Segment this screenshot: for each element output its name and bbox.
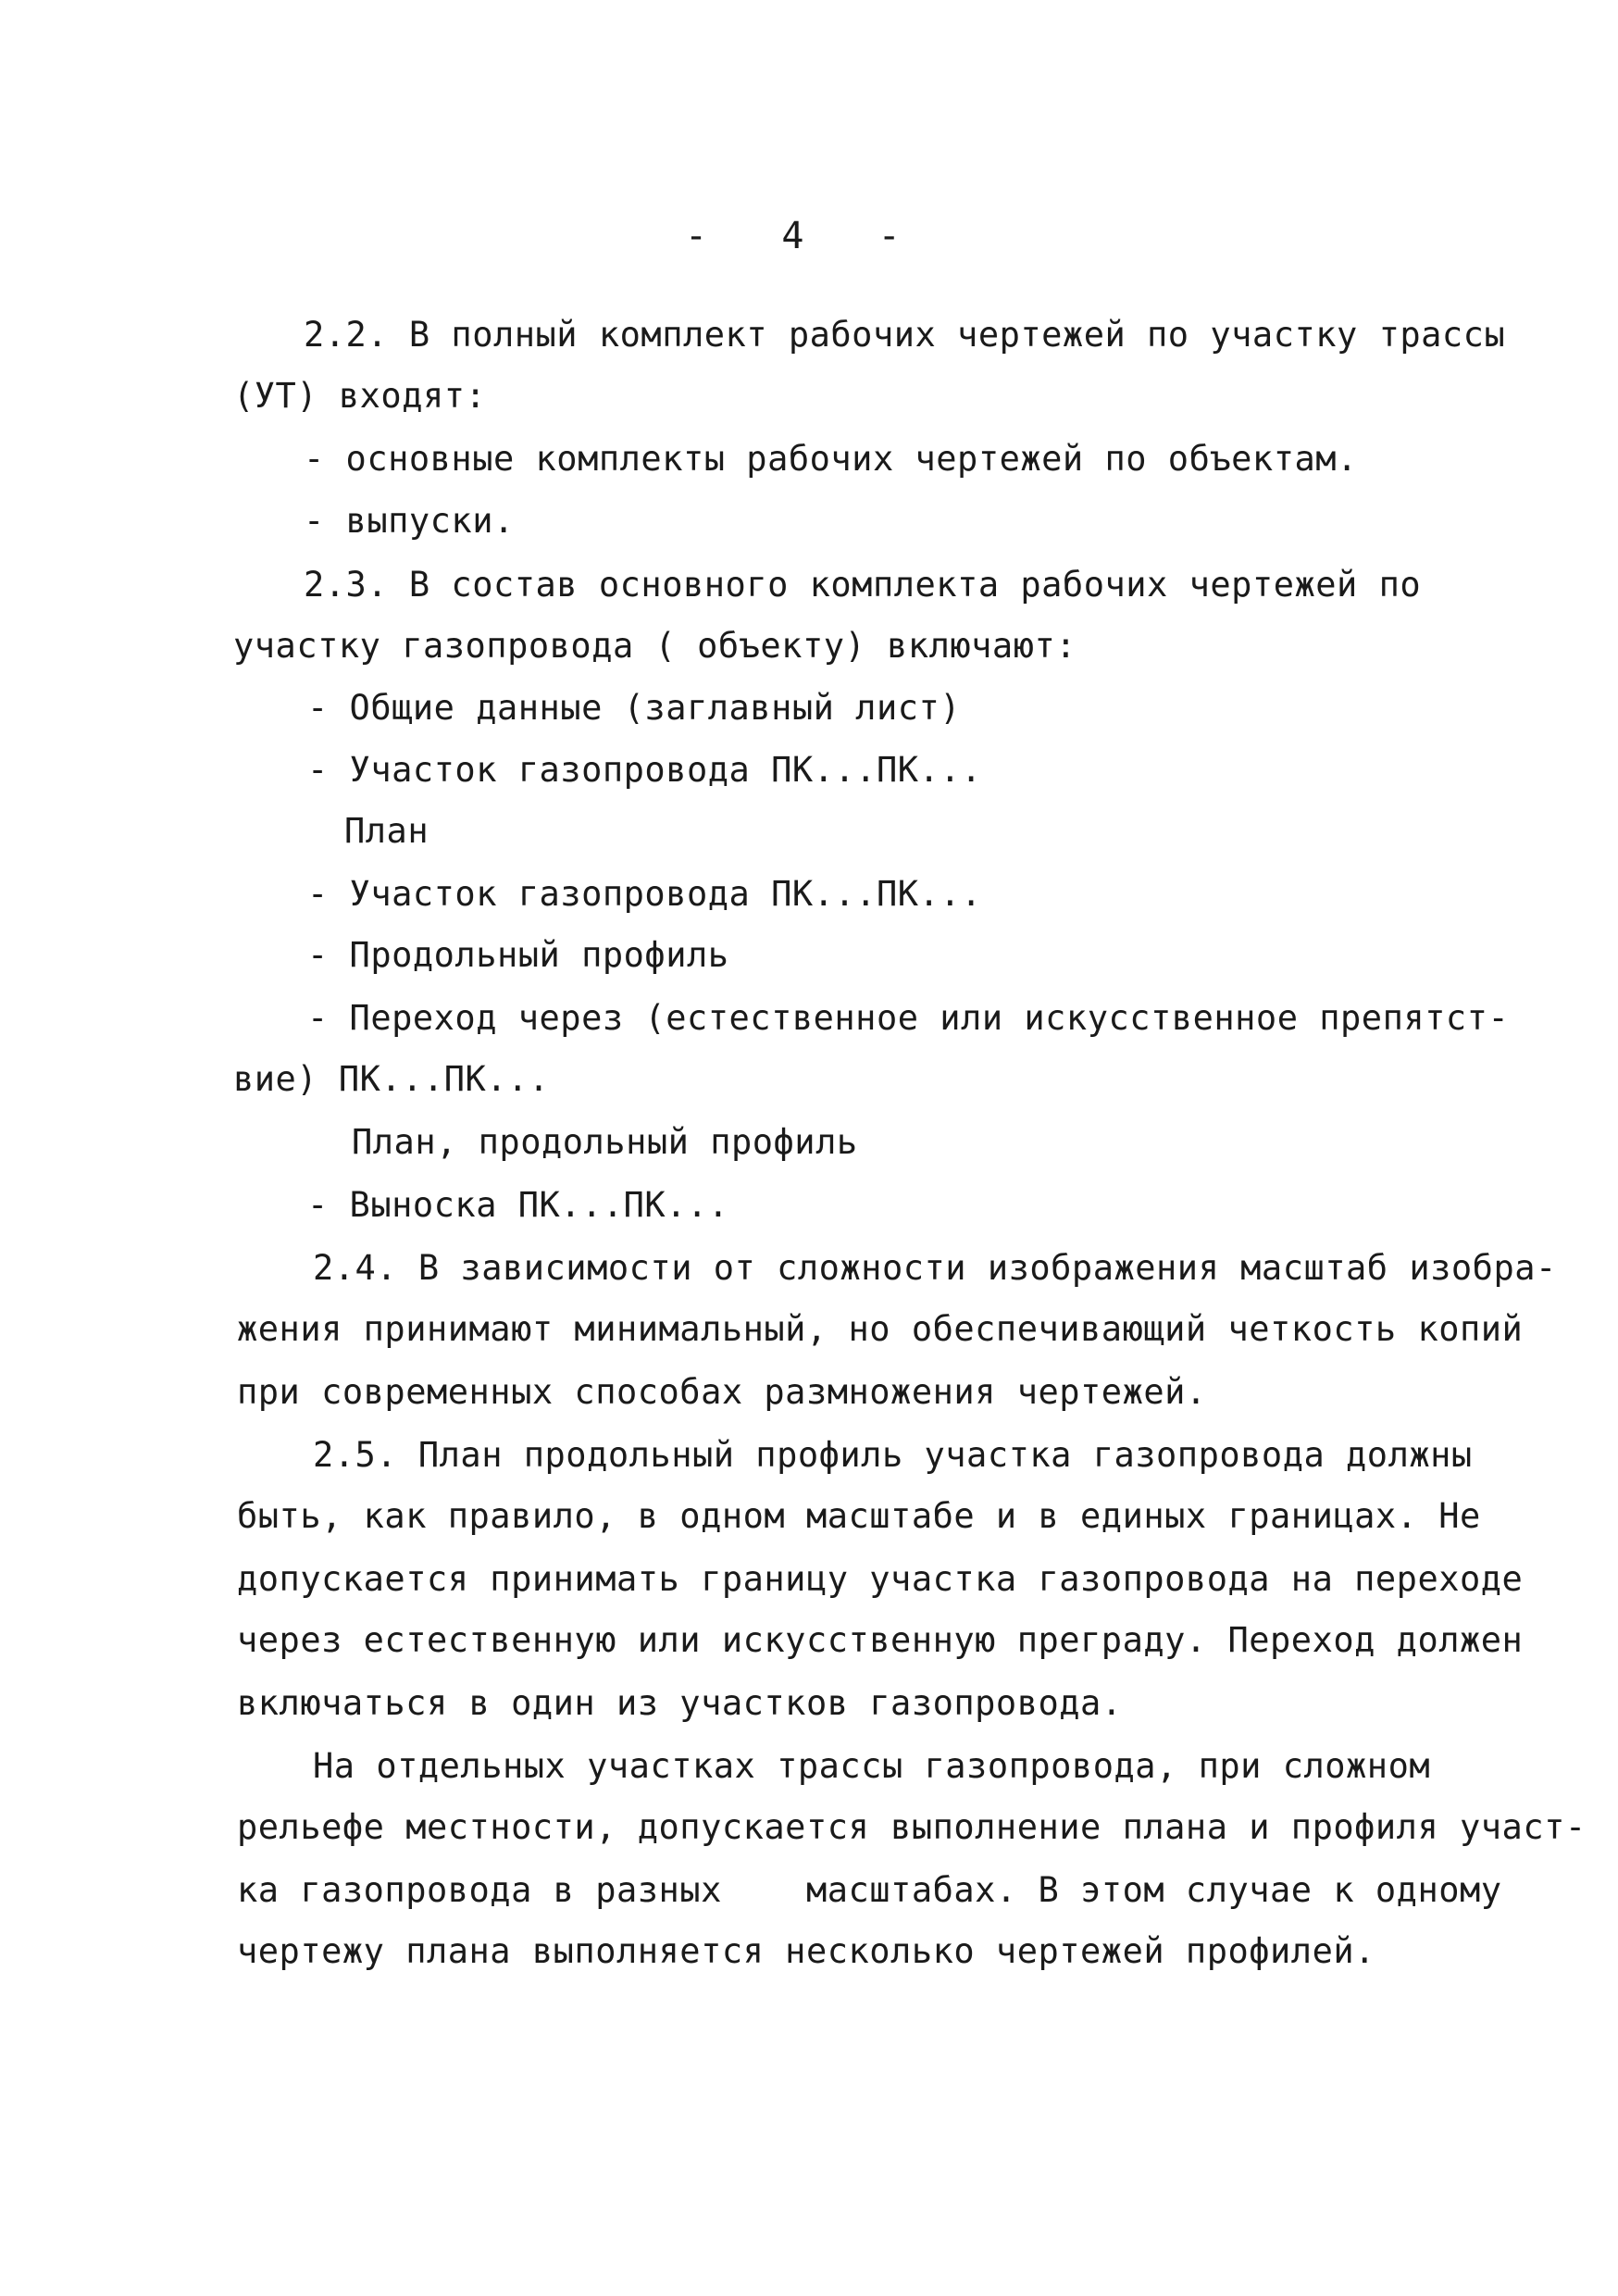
section-2-3-line-1: 2.3. В состав основного комплекта рабочих чертежей по [304, 565, 1422, 605]
list-item-crossing-plan-profile: План, продольный профиль [352, 1122, 858, 1162]
paragraph-relief-line-3: ка газопровода в разных масштабах. В этом случае к одному [237, 1870, 1502, 1910]
section-2-5-line-2: быть, как правило, в одном масштабе и в единых границах. Не [237, 1496, 1481, 1536]
list-item-profile-label: - Продольный профиль [307, 935, 729, 975]
list-item-section-plan: - Участок газопровода ПК...ПК... [307, 750, 982, 790]
section-2-4-line-2: жения принимают минимальный, но обеспечивающий четкость копий [237, 1309, 1524, 1349]
section-2-5-line-3: допускается принимать границу участка газопровода на переходе [237, 1559, 1524, 1599]
list-item-outlets: - выпуски. [304, 501, 515, 541]
list-item-crossing-line-1: - Переход через (естественное или искусственное препятст- [307, 998, 1510, 1038]
list-item-crossing-line-2: вие) ПК...ПК... [233, 1059, 550, 1099]
paragraph-relief-line-4: чертежу плана выполняется несколько чертежей профилей. [237, 1931, 1375, 1971]
section-2-2-line-2: (УТ) входят: [233, 376, 487, 416]
section-2-3-line-2: участку газопровода ( объекту) включают: [233, 626, 1077, 666]
paragraph-relief-line-1: На отдельных участках трассы газопровода, при сложном [313, 1746, 1431, 1786]
list-item-main-sets: - основные комплекты рабочих чертежей по объектам. [304, 439, 1358, 479]
section-2-5-line-4: через естественную или искусственную преграду. Переход должен [237, 1620, 1524, 1660]
list-item-callout: - Выноска ПК...ПК... [307, 1185, 729, 1225]
list-item-section-profile: - Участок газопровода ПК...ПК... [307, 874, 982, 914]
section-2-4-line-3: при современных способах размножения чертежей. [237, 1372, 1207, 1412]
section-2-5-line-5: включаться в один из участков газопровода. [237, 1683, 1123, 1723]
section-2-5-line-1: 2.5. План продольный профиль участка газопровода должны [313, 1435, 1473, 1475]
list-item-plan-label: План [344, 811, 429, 851]
list-item-general-data: - Общие данные (заглавный лист) [307, 688, 962, 728]
paragraph-relief-line-2: рельефе местности, допускается выполнение плана и профиля участ- [237, 1807, 1587, 1847]
page-number: - 4 - [685, 215, 902, 257]
section-2-2-line-1: 2.2. В полный комплект рабочих чертежей по участку трассы [304, 315, 1506, 355]
section-2-4-line-1: 2.4. В зависимости от сложности изображения масштаб изобра- [313, 1248, 1557, 1288]
